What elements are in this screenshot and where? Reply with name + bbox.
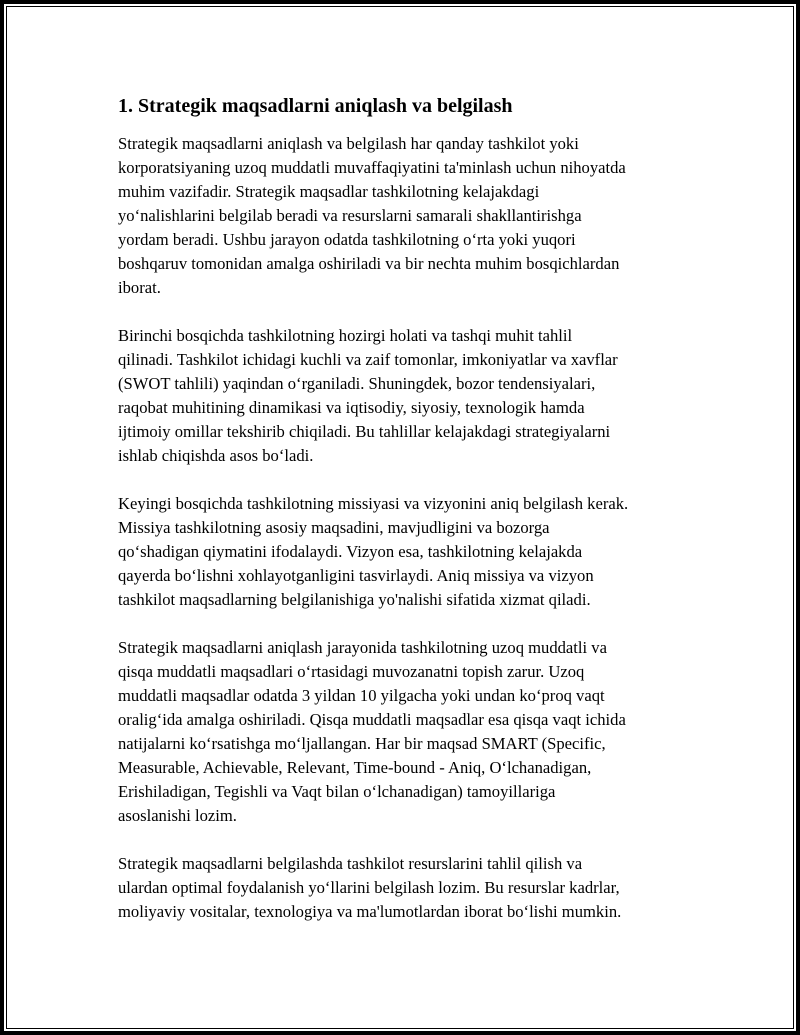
paragraph-3 — [118, 492, 688, 612]
paragraph-line: qisqa muddatli maqsadlari o‘rtasidagi muvozanatni topish zarur. Uzoq — [118, 662, 585, 681]
paragraph-line: natijalarni ko‘rsatishga mo‘ljallangan. Har bir maqsad SMART (Specific, — [118, 734, 606, 753]
paragraph-line: raqobat muhitining dinamikasi va iqtisodiy, siyosiy, texnologik hamda — [118, 398, 585, 417]
paragraph-line: muhim vazifadir. Strategik maqsadlar tashkilotning kelajakdagi — [118, 182, 540, 201]
paragraph-line: yordam beradi. Ushbu jarayon odatda tashkilotning o‘rta yoki yuqori — [118, 230, 576, 249]
paragraph-line: Erishiladigan, Tegishli va Vaqt bilan o‘lchanadigan) tamoyillariga — [118, 782, 556, 801]
paragraph-line: ijtimoiy omillar tekshirib chiqiladi. Bu tahlillar kelajakdagi strategiyalarni — [118, 422, 611, 441]
paragraph-4 — [118, 636, 688, 828]
paragraph-line: tashkilot maqsadlarning belgilanishiga yo'nalishi sifatida xizmat qiladi. — [118, 590, 591, 609]
paragraph-line: ishlab chiqishda asos bo‘ladi. — [118, 446, 314, 465]
paragraph-1 — [118, 132, 688, 300]
paragraph-line: Birinchi bosqichda tashkilotning hozirgi holati va tashqi muhit tahlil — [118, 326, 573, 345]
document-body — [118, 92, 688, 948]
section-heading: 1. Strategik maqsadlarni aniqlash va belgilash — [118, 95, 513, 117]
paragraph-line: Measurable, Achievable, Relevant, Time-bound - Aniq, O‘lchanadigan, — [118, 758, 592, 777]
paragraph-line: iborat. — [118, 278, 161, 297]
paragraph-line: Strategik maqsadlarni aniqlash va belgilash har qanday tashkilot yoki — [118, 134, 579, 153]
paragraph-line: qo‘shadigan qiymatini ifodalaydi. Vizyon esa, tashkilotning kelajakda — [118, 542, 583, 561]
paragraph-line: oralig‘ida amalga oshiriladi. Qisqa muddatli maqsadlar esa qisqa vaqt ichida — [118, 710, 626, 729]
paragraph-line: muddatli maqsadlar odatda 3 yildan 10 yilgacha yoki undan ko‘proq vaqt — [118, 686, 605, 705]
paragraph-line: (SWOT tahlili) yaqindan o‘rganiladi. Shuningdek, bozor tendensiyalari, — [118, 374, 596, 393]
paragraph-line: qayerda bo‘lishni xohlayotganligini tasvirlaydi. Aniq missiya va vizyon — [118, 566, 594, 585]
paragraph-line: Keyingi bosqichda tashkilotning missiyasi va vizyonini aniq belgilash kerak. — [118, 494, 629, 513]
paragraph-line: korporatsiyaning uzoq muddatli muvaffaqiyatini ta'minlash uchun nihoyatda — [118, 158, 626, 177]
paragraph-line: Strategik maqsadlarni aniqlash jarayonida tashkilotning uzoq muddatli va — [118, 638, 607, 657]
paragraph-5 — [118, 852, 688, 924]
paragraph-line: Strategik maqsadlarni belgilashda tashkilot resurslarini tahlil qilish va — [118, 854, 583, 873]
paragraph-line: ulardan optimal foydalanish yo‘llarini belgilash lozim. Bu resurslar kadrlar, — [118, 878, 620, 897]
paragraph-line: asoslanishi lozim. — [118, 806, 237, 825]
paragraph-line: Missiya tashkilotning asosiy maqsadini, mavjudligini va bozorga — [118, 518, 550, 537]
paragraph-line: yo‘nalishlarini belgilab beradi va resurslarni samarali shakllantirishga — [118, 206, 582, 225]
paragraph-line: moliyaviy vositalar, texnologiya va ma'lumotlardan iborat bo‘lishi mumkin. — [118, 902, 622, 921]
paragraph-2 — [118, 324, 688, 468]
paragraph-line: qilinadi. Tashkilot ichidagi kuchli va zaif tomonlar, imkoniyatlar va xavflar — [118, 350, 618, 369]
paragraph-line: boshqaruv tomonidan amalga oshiriladi va bir nechta muhim bosqichlardan — [118, 254, 620, 273]
